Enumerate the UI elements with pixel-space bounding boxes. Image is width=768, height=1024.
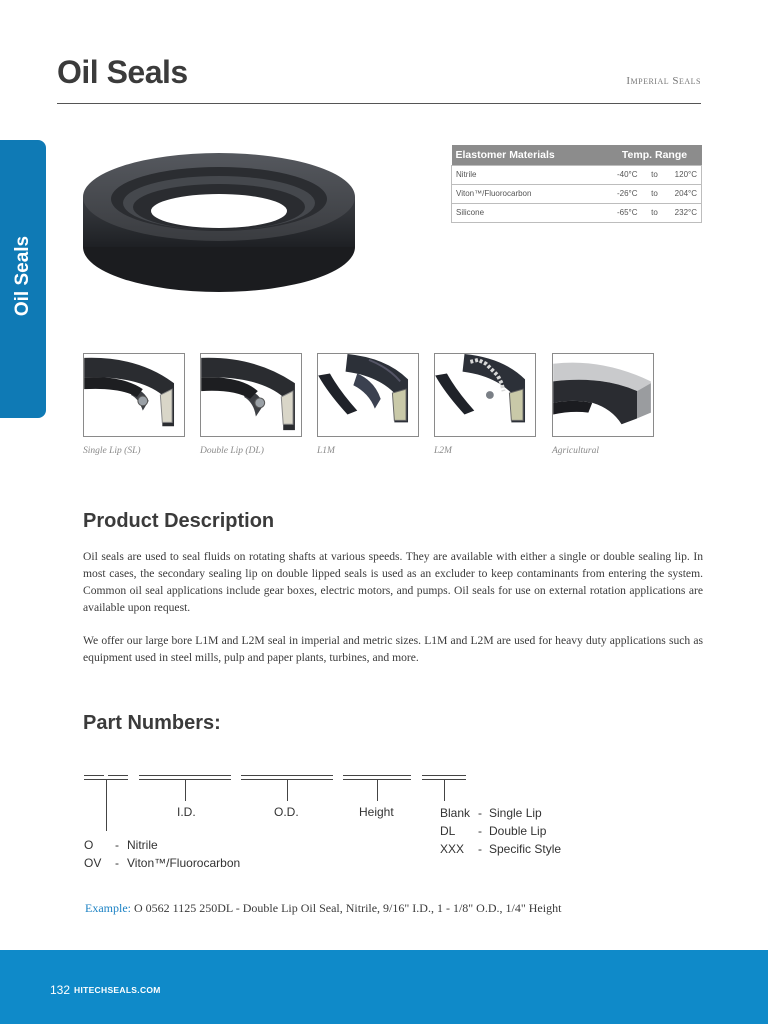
material-desc-nitrile: Nitrile xyxy=(127,838,158,852)
material-cell: Silicone xyxy=(452,203,608,222)
slot-material-2 xyxy=(108,775,128,776)
connector-id xyxy=(185,779,186,801)
slot-material-1 xyxy=(84,775,104,776)
table-row xyxy=(452,184,702,203)
material-code-ov: OV xyxy=(84,856,102,870)
product-description-paragraph-1: Oil seals are used to seal fluids on rotating shafts at various speeds. They are available with either a single or double sealing lip. In most cases, the secondary sealing lip on double lipped seals is used as an excluder to keep contaminants from entering the system. Common oil seal applications include gear boxes, electric motors, and pumps. Oil seals for use on external rotation applications are available upon request. xyxy=(83,550,703,614)
example-key: Example: xyxy=(85,901,131,915)
material-dash: - xyxy=(115,838,119,852)
product-description-paragraph-2: We offer our large bore L1M and L2M seal in imperial and metric sizes. L1M and L2M are used for heavy duty applications such as equipment used in steel mills, pulp and paper plants, turbines, and more. xyxy=(83,634,703,664)
single-lip-seal-image xyxy=(83,353,185,437)
l1m-seal-image xyxy=(317,353,419,437)
l2m-seal-image xyxy=(434,353,536,437)
high-temp-cell: 120°C xyxy=(668,165,702,184)
style-desc-double-lip: Double Lip xyxy=(489,824,547,838)
style-code-blank: Blank xyxy=(440,806,471,820)
page-number: 132 xyxy=(50,983,71,997)
single-lip-caption: Single Lip (SL) xyxy=(83,446,141,456)
connector-od xyxy=(287,779,288,801)
l1m-caption: L1M xyxy=(317,446,335,456)
oil-seal-image xyxy=(80,135,360,300)
agricultural-caption: Agricultural xyxy=(552,446,599,456)
connector-height xyxy=(377,779,378,801)
low-temp-cell: -26°C xyxy=(608,184,642,203)
material-desc-viton: Viton™/Fluorocarbon xyxy=(127,856,241,870)
table-row xyxy=(452,165,702,184)
style-desc-specific: Specific Style xyxy=(489,842,562,856)
part-numbers-heading: Part Numbers: xyxy=(83,712,221,734)
double-lip-caption: Double Lip (DL) xyxy=(200,446,264,456)
slot-id xyxy=(139,775,231,776)
page-title: Oil Seals xyxy=(57,54,188,90)
material-code-o: O xyxy=(84,838,94,852)
to-cell: to xyxy=(642,184,668,203)
style-code-xxx: XXX xyxy=(440,842,465,856)
range-column-header: Temp. Range xyxy=(608,145,702,165)
l2m-caption: L2M xyxy=(434,446,452,456)
low-temp-cell: -40°C xyxy=(608,165,642,184)
part-number-example xyxy=(85,901,561,916)
style-dash: - xyxy=(478,824,482,838)
material-cell: Nitrile xyxy=(452,165,608,184)
table-row xyxy=(452,203,702,222)
slot-od xyxy=(241,775,333,776)
title-divider xyxy=(57,103,701,104)
high-temp-cell: 204°C xyxy=(668,184,702,203)
section-tag: Imperial Seals xyxy=(626,75,701,87)
to-cell: to xyxy=(642,165,668,184)
connector-material xyxy=(106,779,107,831)
od-label: O.D. xyxy=(274,805,299,819)
table-header-row xyxy=(452,145,702,165)
agricultural-seal-image xyxy=(552,353,654,437)
to-cell: to xyxy=(642,203,668,222)
id-label: I.D. xyxy=(177,805,196,819)
style-dash: - xyxy=(478,842,482,856)
double-lip-seal-image xyxy=(200,353,302,437)
style-code-dl: DL xyxy=(440,824,456,838)
style-desc-single-lip: Single Lip xyxy=(489,806,542,820)
style-dash: - xyxy=(478,806,482,820)
low-temp-cell: -65°C xyxy=(608,203,642,222)
footer-website: HITECHSEALS.COM xyxy=(74,985,161,995)
material-cell: Viton™/Fluorocarbon xyxy=(452,184,608,203)
example-text: O 0562 1125 250DL - Double Lip Oil Seal, Nitrile, 9/16" I.D., 1 - 1/8" O.D., 1/4" Height xyxy=(133,901,562,915)
height-label: Height xyxy=(359,805,394,819)
connector-style xyxy=(444,779,445,801)
side-tab-label: Oil Seals xyxy=(12,235,33,317)
elastomer-temperature-table xyxy=(451,145,702,223)
high-temp-cell: 232°C xyxy=(668,203,702,222)
material-column-header: Elastomer Materials xyxy=(452,145,608,165)
product-description-heading: Product Description xyxy=(83,510,275,532)
slot-height xyxy=(343,775,411,776)
slot-style xyxy=(422,775,466,776)
material-dash: - xyxy=(115,856,119,870)
